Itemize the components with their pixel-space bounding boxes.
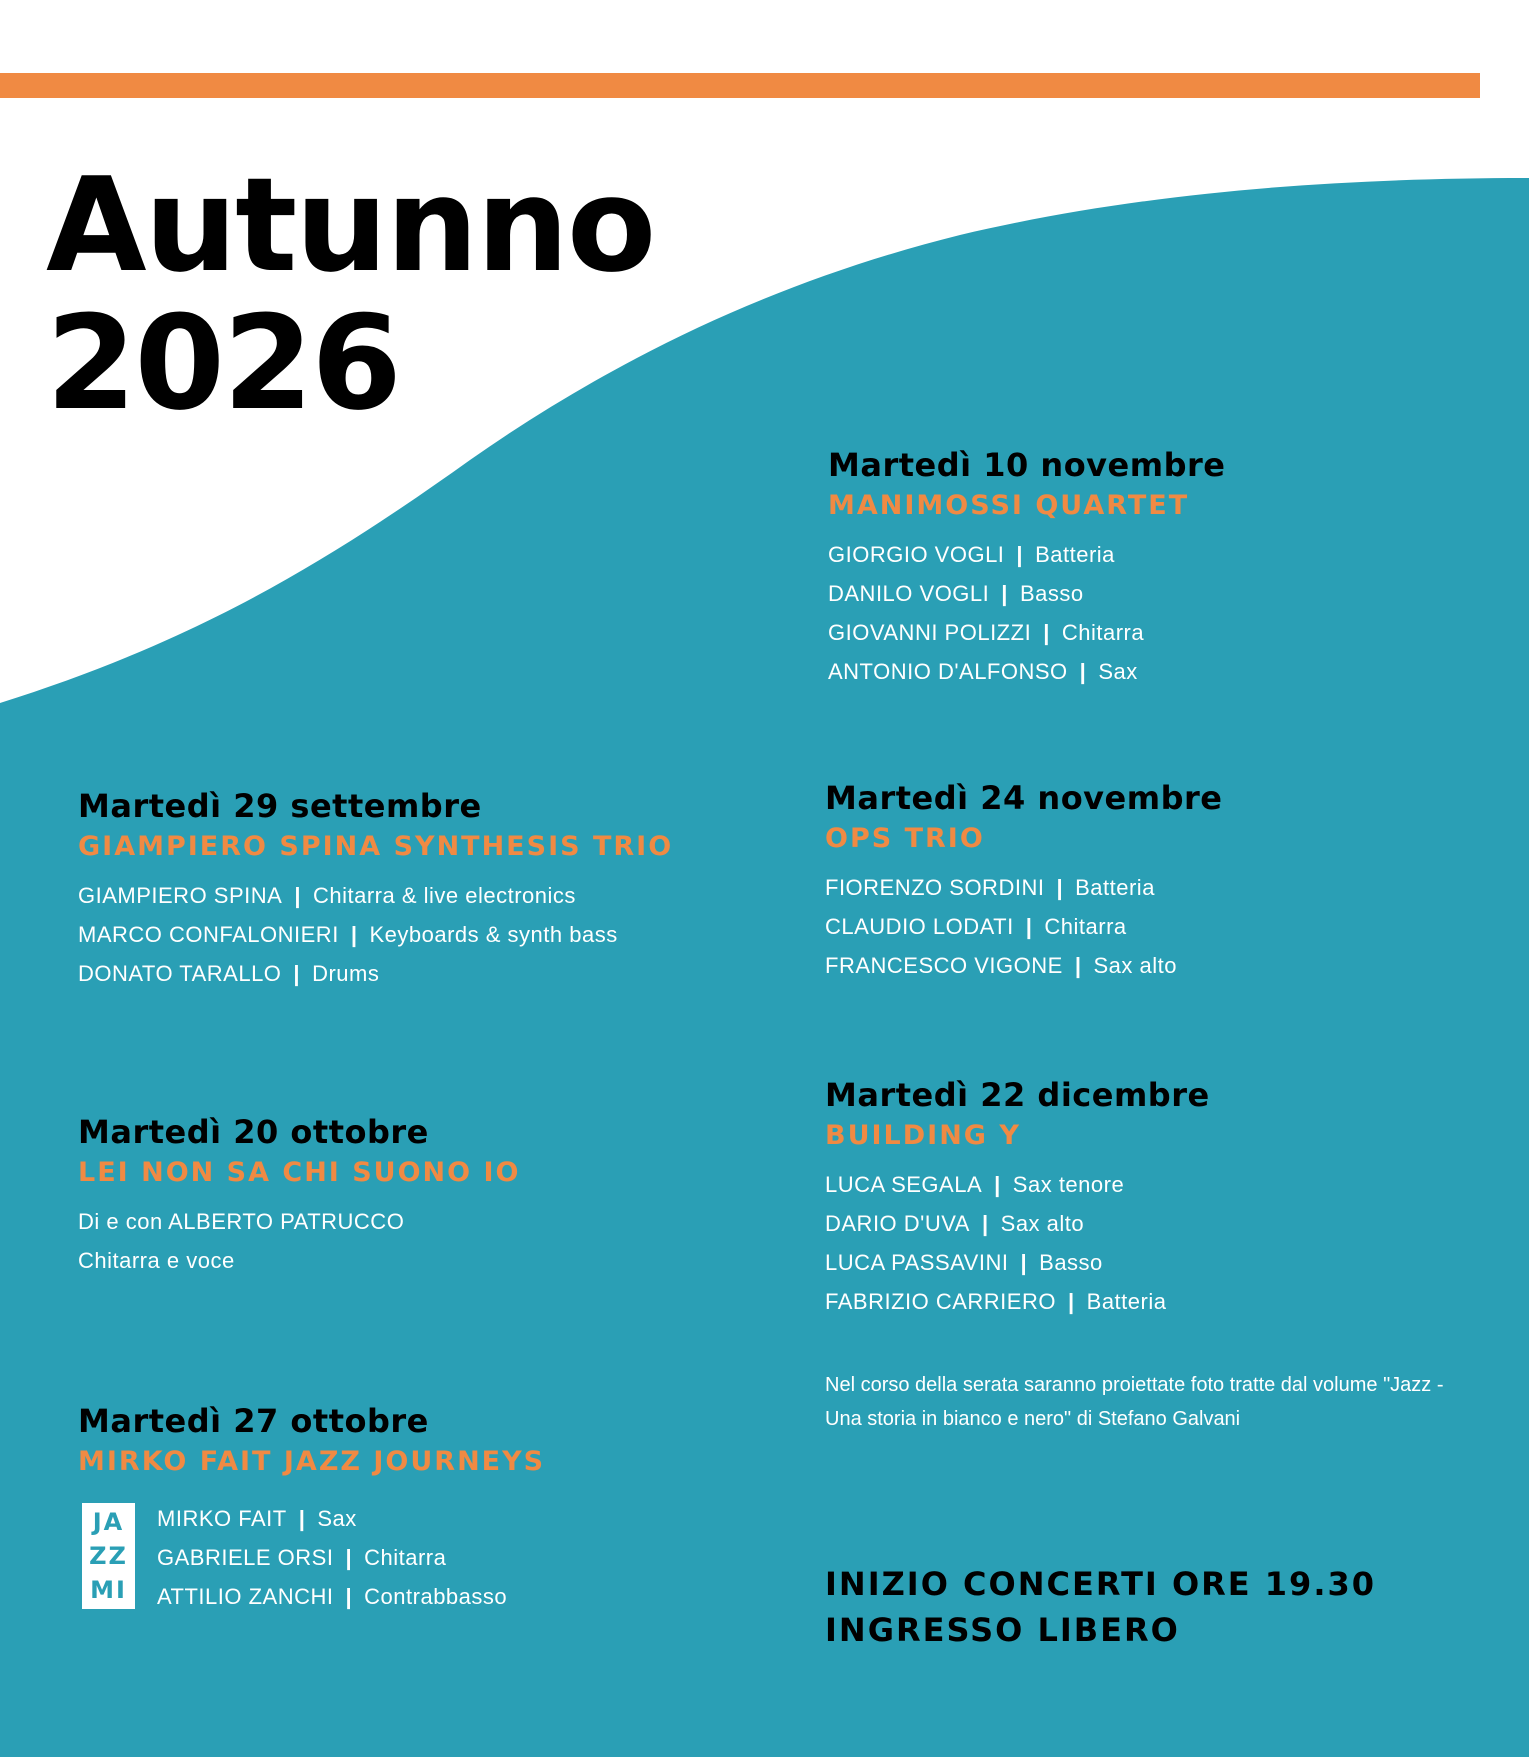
musician-role: Keyboards & synth bass [369,921,618,947]
musician-name: GIOVANNI POLIZZI [828,619,1032,645]
separator: | [1079,658,1087,684]
musician-role: Chitarra [1061,619,1145,645]
event-date: Martedì 22 dicembre [825,1076,1210,1114]
lineup-item [157,1499,507,1538]
performer-line: Di e con ALBERTO PATRUCCO [78,1208,405,1234]
event-ops-trio [825,780,1222,985]
logo-row: JA [92,1508,125,1536]
event-manimossi-quartet [828,447,1225,691]
separator: | [1043,619,1050,645]
lineup-item [825,1204,1210,1243]
separator: | [994,1171,1001,1197]
event-name: BUILDING Y [825,1119,1021,1151]
musician-name: GIAMPIERO SPINA [78,882,283,908]
lineup-item [157,1538,507,1577]
photo-projection-note: Nel corso della serata saranno proiettate foto tratte dal volume "Jazz - Una storia in bianco e nero" di Stefano Galvani [825,1374,1444,1430]
lineup-item [157,1577,507,1616]
musician-role: Chitarra & live electronics [312,882,576,908]
separator: | [1001,580,1008,606]
orange-accent-bar [0,73,1480,98]
separator: | [981,1210,989,1236]
musician-role: Contrabbasso [364,1584,508,1609]
lineup-list [78,876,673,993]
separator: | [345,1584,353,1609]
free-entry-notice: INGRESSO LIBERO [825,1611,1180,1649]
event-name: GIAMPIERO SPINA SYNTHESIS TRIO [78,830,674,862]
event-name: MANIMOSSI QUARTET [828,489,1190,521]
title-autunno: Autunno [46,149,655,301]
musician-name: GIORGIO VOGLI [828,541,1005,567]
instrument-line: Chitarra e voce [78,1247,235,1273]
event-date: Martedì 29 settembre [78,787,482,825]
separator: | [294,882,301,908]
event-date: Martedì 27 ottobre [78,1402,429,1440]
musician-name: FABRIZIO CARRIERO [825,1288,1056,1314]
lineup-item [828,613,1225,652]
musician-role: Sax [1098,658,1138,684]
musician-role: Basso [1019,580,1084,606]
separator: | [293,960,301,986]
musician-name: MARCO CONFALONIERI [78,921,339,947]
musician-role: Batteria [1075,874,1155,900]
musician-role: Sax [317,1506,357,1531]
logo-row: ZZ [89,1542,128,1570]
musician-name: MIRKO FAIT [157,1506,287,1531]
lineup-list [825,868,1222,985]
event-name: LEI NON SA CHI SUONO IO [78,1156,521,1188]
event-building-y [825,1077,1210,1321]
musician-role: Basso [1039,1249,1103,1275]
musician-name: FIORENZO SORDINI [825,874,1045,900]
lineup-list [157,1499,507,1616]
lineup-item [828,535,1225,574]
musician-role: Sax alto [1093,952,1177,978]
lineup-item [825,868,1222,907]
musician-role: Drums [312,960,380,986]
separator: | [1074,952,1082,978]
lineup-item [825,907,1222,946]
concert-start-time: INIZIO CONCERTI ORE 19.30 [825,1565,1376,1603]
musician-role: Batteria [1086,1288,1167,1314]
lineup-item [825,1165,1210,1204]
musician-name: FRANCESCO VIGONE [825,952,1063,978]
separator: | [1020,1249,1028,1275]
jazzmi-logo [82,1503,135,1609]
lineup-item [828,652,1225,691]
separator: | [1025,913,1033,939]
musician-name: CLAUDIO LODATI [825,913,1014,939]
lineup-item [825,1282,1210,1321]
musician-name: LUCA PASSAVINI [825,1249,1009,1275]
musician-name: GABRIELE ORSI [157,1545,334,1570]
lineup-item [78,876,673,915]
musician-role: Sax tenore [1012,1171,1125,1197]
event-name: MIRKO FAIT JAZZ JOURNEYS [78,1445,546,1477]
musician-role: Chitarra [1044,913,1127,939]
musician-role: Batteria [1035,541,1115,567]
event-date: Martedì 20 ottobre [78,1113,429,1151]
separator: | [1016,541,1024,567]
musician-name: LUCA SEGALA [825,1171,983,1197]
event-date: Martedì 10 novembre [828,446,1226,484]
lineup-item [78,915,673,954]
musician-name: DARIO D'UVA [825,1210,970,1236]
lineup-list [825,1165,1210,1321]
logo-row: MI [90,1576,127,1604]
musician-name: ANTONIO D'ALFONSO [828,658,1068,684]
separator: | [298,1506,306,1531]
event-name: OPS TRIO [825,822,985,854]
mirko-fait-lineup [157,1499,507,1616]
separator: | [1056,874,1064,900]
lineup-list [828,535,1225,691]
lineup-item [78,954,673,993]
event-giampiero-spina-synthesis-trio [78,788,673,993]
event-lei-non-sa-chi-suono-io [78,1114,521,1280]
musician-name: DANILO VOGLI [828,580,990,606]
lineup-item [828,574,1225,613]
event-date: Martedì 24 novembre [825,779,1223,817]
separator: | [1067,1288,1075,1314]
event-mirko-fait-jazz-journeys [78,1403,545,1491]
separator: | [345,1545,353,1570]
lineup-item [825,1243,1210,1282]
musician-role: Chitarra [364,1545,447,1570]
musician-name: DONATO TARALLO [78,960,282,986]
title-year: 2026 [46,287,400,439]
separator: | [350,921,358,947]
lineup-item [825,946,1222,985]
musician-name: ATTILIO ZANCHI [157,1584,334,1609]
musician-role: Sax alto [1000,1210,1085,1236]
